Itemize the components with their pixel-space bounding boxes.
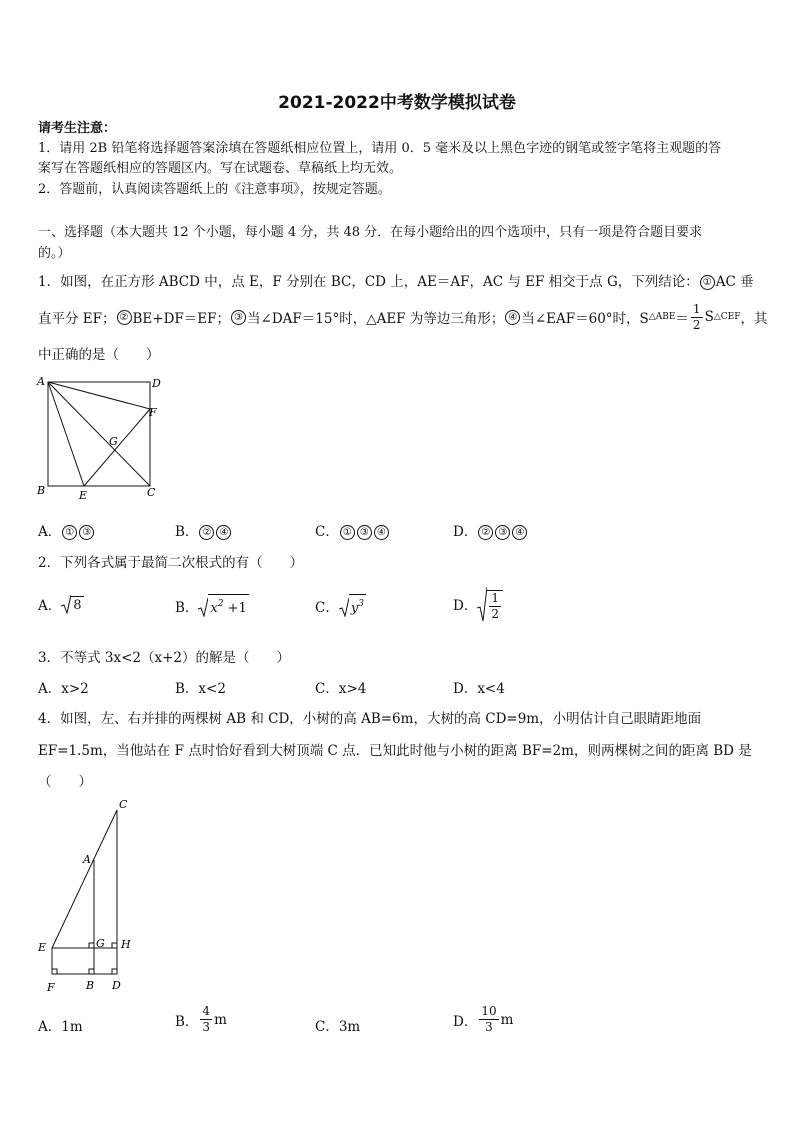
option-d[interactable]: D． $\frac{1}{2}$ (453, 586, 503, 622)
section-heading: 的。） (38, 246, 71, 261)
option-c[interactable]: C．3m (315, 1019, 361, 1035)
question-1-stem: 直平分 EF； ② BE+DF＝EF； ③ 当∠DAF＝15°时，△AEF 为等边三角形； ④ 当∠EAF＝60°时，S △ABE ＝ $\frac{1}{2}$ S △CEF ，其 (38, 301, 768, 332)
segment-ae (48, 382, 84, 486)
question-1-stem: 中正确的是（ ） (38, 347, 160, 363)
option-a[interactable]: A． 8 (38, 594, 84, 614)
fraction: $\frac{1}{2}$ (692, 301, 701, 332)
fraction: $\frac{10}{3}$ (481, 1004, 497, 1034)
sight-line (52, 810, 117, 948)
notice-line: 2．答题前，认真阅读答题纸上的《注意事项》，按规定答题。 (38, 182, 391, 197)
question-3-stem: 3．不等式 3x<2（x+2）的解是（ ） (38, 650, 290, 666)
radical: $x^2 +1$ (198, 594, 248, 617)
option-d[interactable]: D． $\frac{10}{3}$ m (453, 1004, 514, 1034)
option-c[interactable]: C．x>4 (315, 681, 367, 697)
question-4-stem: EF=1.5m，当他站在 F 点时恰好看到大树顶端 C 点．已知此时他与小树的距离 BF=2m，则两棵树之间的距离 BD 是 (38, 743, 752, 759)
question-1-stem: 1．如图，在正方形 ABCD 中，点 E，F 分别在 BC，CD 上，AE＝AF，AC 与 EF 相交于点 G，下列结论： ① AC 垂 (38, 274, 754, 290)
radical: 8 (61, 594, 83, 614)
label-g: G (109, 435, 118, 448)
label-e: E (38, 941, 47, 954)
option-d[interactable]: D． ② ③ ④ (453, 520, 528, 540)
right-angle-mark (89, 943, 94, 948)
fraction: $\frac{4}{3}$ (202, 1004, 211, 1034)
square-figure (34, 372, 164, 506)
circled-number: ④ (505, 310, 520, 325)
label-g: G (96, 937, 105, 950)
option-b[interactable]: B．x<2 (175, 681, 226, 697)
label-f: F (47, 981, 55, 994)
option-c[interactable]: C． $y^3$ (315, 594, 366, 617)
label-h: H (121, 938, 131, 951)
diagonal-ac (48, 382, 150, 486)
trees-figure (34, 796, 144, 996)
section-heading: 一、选择题（本大题共 12 个小题，每小题 4 分，共 48 分．在每小题给出的四个选项中，只有一项是符合题目要求 (38, 225, 703, 240)
right-angle-mark (112, 943, 117, 948)
label-d: D (112, 979, 121, 992)
right-angle-mark (52, 969, 57, 974)
right-angle-mark (89, 969, 94, 974)
segment-af (48, 382, 150, 409)
label-a: A (37, 375, 45, 388)
label-d: D (152, 377, 161, 390)
notice-heading: 请考生注意： (38, 121, 117, 136)
right-angle-mark (112, 969, 117, 974)
label-c: C (147, 486, 156, 499)
circled-number: ③ (231, 310, 246, 325)
radical: $\frac{1}{2}$ (477, 586, 503, 622)
option-b[interactable]: B． ② ④ (175, 520, 232, 540)
option-d[interactable]: D．x<4 (453, 681, 505, 697)
option-a[interactable]: A． ① ③ (38, 520, 95, 540)
question-2-stem: 2．下列各式属于最简二次根式的有（ ） (38, 555, 304, 571)
option-b[interactable]: B． $\frac{4}{3}$ m (175, 1004, 227, 1034)
option-c[interactable]: C． ① ③ ④ (315, 520, 390, 540)
label-e: E (79, 489, 88, 502)
circled-number: ① (700, 275, 715, 290)
label-c: C (119, 798, 128, 811)
label-f: F (149, 406, 157, 419)
question-4-stem: （ ） (38, 774, 92, 790)
label-a: A (83, 853, 91, 866)
page-title: 2021-2022中考数学模拟试卷 (278, 93, 516, 113)
label-b: B (86, 979, 95, 992)
label-b: B (37, 484, 46, 497)
option-a[interactable]: A．x>2 (38, 681, 89, 697)
radical: $y^3$ (339, 594, 366, 617)
question-4-stem: 4．如图，左、右并排的两棵树 AB 和 CD，小树的高 AB=6m，大树的高 CD=9m，小明估计自己眼睛距地面 (38, 711, 702, 727)
notice-line: 1．请用 2B 铅笔将选择题答案涂填在答题纸相应位置上，请用 0．5 毫米及以上黑色字迹的钢笔或签字笔将主观题的答 (38, 141, 722, 156)
circled-number: ② (117, 310, 132, 325)
option-b[interactable]: B． $x^2 +1$ (175, 594, 249, 617)
option-a[interactable]: A．1m (38, 1019, 83, 1035)
notice-line: 案写在答题纸相应的答题区内。写在试题卷、草稿纸上均无效。 (38, 161, 403, 176)
